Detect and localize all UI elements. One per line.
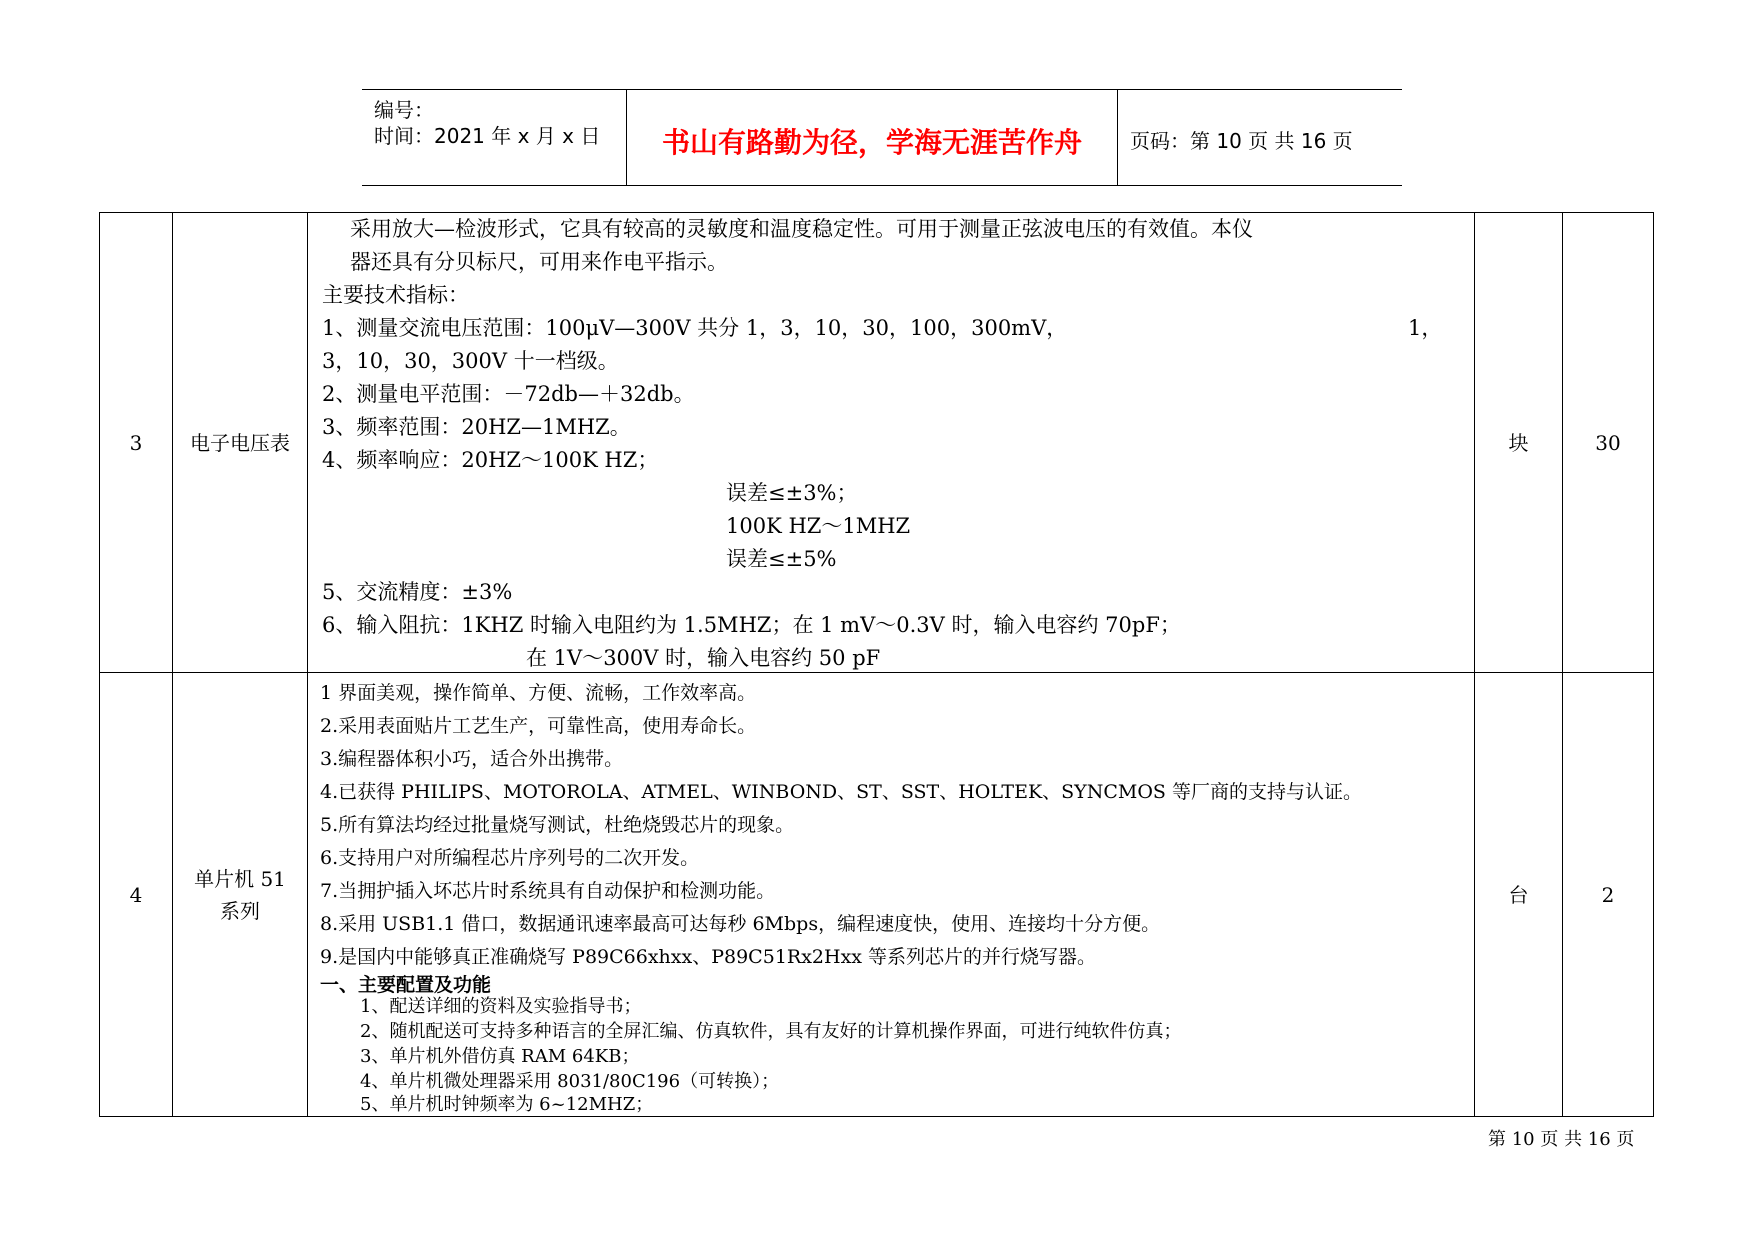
table-row-description (308, 673, 1473, 1117)
description-line: 1、配送详细的资料及实验指导书； (360, 996, 642, 1017)
description-line: 在 1V～300V 时，输入电容约 50 pF (526, 646, 881, 670)
description-line: 2.采用表面贴片工艺生产，可靠性高，使用寿命长。 (320, 715, 757, 737)
equipment-table (99, 212, 1654, 1117)
description-line: 5、交流精度：±3% (322, 580, 513, 604)
table-row-name (173, 213, 307, 672)
row-name-value: 电子电压表 (190, 430, 290, 455)
description-line: 误差≤±5% (726, 547, 837, 571)
description-line: 4、频率响应：20HZ～100K HZ； (322, 448, 659, 472)
description-line: 8.采用 USB1.1 借口，数据通讯速率最高可达每秒 6Mbps，编程速度快，使用、连接均十分方便。 (320, 913, 1161, 935)
description-line: 6、输入阻抗：1KHZ 时输入电阻约为 1.5MHZ；在 1 mV～0.3V 时，输入电容约 70pF； (322, 613, 1181, 637)
row-unit-value: 台 (1508, 883, 1529, 907)
description-line: 3，10，30，300V 十一档级。 (322, 349, 619, 373)
document-number-label: 编号： (374, 98, 434, 122)
row-index-value: 4 (129, 883, 143, 907)
table-row-description (308, 213, 1473, 672)
table-row-unit (1475, 213, 1562, 672)
description-line: 7.当拥护插入坏芯片时系统具有自动保护和检测功能。 (320, 880, 776, 902)
description-line: 9.是国内中能够真正准确烧写 P89C66xhxx、P89C51Rx2Hxx 等系列芯片的并行烧写器。 (320, 946, 1097, 968)
table-row-unit (1475, 673, 1562, 1117)
row-name-line: 系列 (220, 899, 260, 923)
description-line: 4.已获得 PHILIPS、MOTOROLA、ATMEL、WINBOND、ST、SST、HOLTEK、SYNCMOS 等厂商的支持与认证。 (320, 781, 1362, 803)
header-page-number: 页码：第 10 页 共 16 页 (1130, 129, 1353, 153)
description-line: 1， (1408, 316, 1443, 340)
description-line: 5、单片机时钟频率为 6~12MHZ； (360, 1094, 654, 1115)
description-line: 误差≤±3%； (726, 481, 858, 505)
table-row-index (100, 213, 172, 672)
description-line: 3、频率范围：20HZ—1MHZ。 (322, 415, 631, 439)
description-line: 4、单片机微处理器采用 8031/80C196（可转换）； (360, 1071, 780, 1092)
row-unit-value: 块 (1508, 430, 1529, 455)
table-row-name (173, 673, 307, 1117)
description-line: 主要技术指标： (322, 283, 469, 307)
document-time-label: 时间：2021 年 x 月 x 日 (374, 124, 601, 148)
description-line: 采用放大—检波形式，它具有较高的灵敏度和温度稳定性。可用于测量正弦波电压的有效值。本仪 (350, 217, 1253, 241)
header-motto-cell (627, 90, 1118, 185)
description-line: 2、随机配送可支持多种语言的全屏汇编、仿真软件，具有友好的计算机操作界面，可进行纯软件仿真； (360, 1021, 1182, 1042)
row-quantity-value: 30 (1595, 430, 1621, 455)
page-header (362, 89, 1402, 186)
description-line: 1、测量交流电压范围：100μV—300V 共分 1，3，10，30，100，300mV， (322, 316, 1068, 340)
description-line: 器还具有分贝标尺，可用来作电平指示。 (350, 250, 728, 274)
description-line: 3、单片机外借仿真 RAM 64KB； (360, 1046, 640, 1067)
page-footer: 第 10 页 共 16 页 (1488, 1129, 1635, 1150)
description-line: 6.支持用户对所编程芯片序列号的二次开发。 (320, 847, 700, 869)
header-info-cell (362, 90, 627, 185)
header-motto: 书山有路勤为径，学海无涯苦作舟 (661, 126, 1082, 159)
description-line: 5.所有算法均经过批量烧写测试，杜绝烧毁芯片的现象。 (320, 814, 795, 836)
table-row-quantity (1563, 213, 1653, 672)
row-quantity-value: 2 (1601, 883, 1615, 907)
table-row-index (100, 673, 172, 1117)
description-line: 100K HZ～1MHZ (726, 514, 911, 538)
header-page-cell (1118, 90, 1402, 185)
row-name-line: 单片机 51 (194, 867, 286, 891)
section-heading: 一、主要配置及功能 (320, 974, 492, 996)
row-index-value: 3 (129, 430, 143, 455)
description-line: 3.编程器体积小巧，适合外出携带。 (320, 748, 624, 770)
description-line: 2、测量电平范围：－72db—＋32db。 (322, 382, 695, 406)
table-row-quantity (1563, 673, 1653, 1117)
description-line: 1 界面美观，操作简单、方便、流畅，工作效率高。 (320, 682, 757, 704)
